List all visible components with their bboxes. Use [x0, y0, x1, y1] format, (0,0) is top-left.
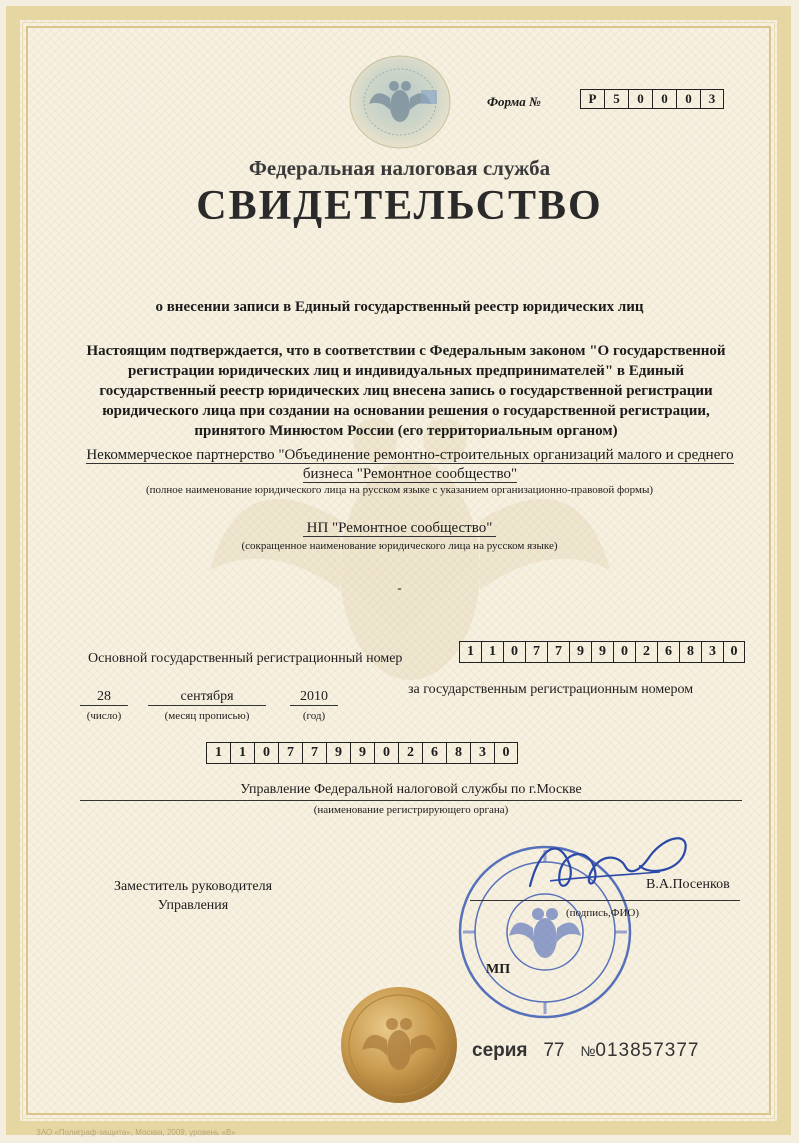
signer-position — [88, 877, 298, 915]
document-title: СВИДЕТЕЛЬСТВО — [196, 183, 603, 229]
signature-caption: (подпись,ФИО) — [566, 907, 639, 919]
reg-digit: 3 — [470, 742, 494, 764]
printer-footer: ЗАО «Полиграф-защита», Москва, 2009, уровень «В» — [36, 1128, 236, 1137]
entity-full-name-value: Некоммерческое партнерство "Объединение ремонтно-строительных организаций малого и среднего бизнеса "Ремонтное сообщество" — [86, 447, 734, 482]
reg-digit: 0 — [254, 742, 278, 764]
reg-digit: 8 — [446, 742, 470, 764]
reg-digit: 7 — [302, 742, 326, 764]
handwritten-signature-icon — [500, 826, 700, 906]
entity-short-name — [0, 520, 799, 537]
foreign-name-dash: - — [397, 580, 402, 595]
registering-authority-caption: (наименование регистрирующего органа) — [313, 804, 509, 816]
reg-digit: 7 — [278, 742, 302, 764]
reg-digit: 9 — [326, 742, 350, 764]
entity-short-name-caption: (сокращенное наименование юридического лица на русском языке) — [241, 540, 558, 552]
ogrn-digit: 7 — [525, 641, 547, 663]
entity-short-name-value: НП "Ремонтное сообщество" — [303, 520, 497, 537]
ogrn-digit: 7 — [547, 641, 569, 663]
signer-name: В.А.Посенков — [646, 877, 730, 892]
reg-digit: 9 — [350, 742, 374, 764]
date-month-caption: (месяц прописью) — [164, 710, 250, 722]
signature-line — [470, 900, 740, 901]
ogrn-digit: 0 — [503, 641, 525, 663]
date-year-caption: (год) — [302, 710, 326, 722]
ogrn-digit: 0 — [723, 641, 745, 663]
form-code-boxes — [580, 89, 724, 109]
hologram-emblem-icon — [345, 52, 455, 152]
reg-number-boxes — [206, 742, 518, 764]
series-label: серия — [472, 1040, 528, 1061]
agency-name: Федеральная налоговая служба — [248, 156, 551, 180]
blank-series — [472, 1040, 699, 1062]
form-code-char: Р — [580, 89, 604, 109]
date-year: 2010 — [290, 689, 338, 706]
date-month: сентября — [148, 689, 266, 706]
reg-digit: 1 — [230, 742, 254, 764]
gold-seal-icon — [338, 984, 460, 1106]
confirmation-text: Настоящим подтверждается, что в соответствии с Федеральным законом "О государственной регистрации юридических лиц и индивидуальных предпринимателей" в Единый государственный реестр юридических лиц внесена запись о государственной регистрации юридического лица при создании на основании решения о государственной регистрации, принятого Минюстом России (его территориальным органом) — [86, 343, 726, 439]
form-code-char: 0 — [628, 89, 652, 109]
reg-digit: 0 — [374, 742, 398, 764]
entity-full-name-caption: (полное наименование юридического лица на русском языке с указанием организационно-правовой формы) — [145, 484, 654, 496]
form-code-char: 3 — [700, 89, 724, 109]
ogrn-digit: 8 — [679, 641, 701, 663]
ogrn-digit: 9 — [569, 641, 591, 663]
form-code-char: 5 — [604, 89, 628, 109]
document-subtitle: о внесении записи в Единый государственный реестр юридических лиц — [155, 299, 644, 315]
seal-place-label: МП — [486, 962, 511, 977]
ogrn-digit-boxes — [459, 641, 745, 663]
form-code-char: 0 — [652, 89, 676, 109]
date-day: 28 — [80, 689, 128, 706]
ogrn-digit: 1 — [481, 641, 503, 663]
form-label: Форма № — [487, 94, 541, 109]
reg-digit: 1 — [206, 742, 230, 764]
reg-digit: 6 — [422, 742, 446, 764]
signer-position-line1: Заместитель руководителя — [113, 879, 273, 894]
reg-digit: 2 — [398, 742, 422, 764]
series-number-prefix: № — [580, 1043, 596, 1059]
ogrn-digit: 1 — [459, 641, 481, 663]
ogrn-digit: 3 — [701, 641, 723, 663]
series-number: 013857377 — [595, 1040, 700, 1061]
ogrn-digit: 0 — [613, 641, 635, 663]
ogrn-digit: 9 — [591, 641, 613, 663]
ogrn-digit: 6 — [657, 641, 679, 663]
registering-authority: Управление Федеральной налоговой службы по г.Москве — [80, 782, 742, 801]
signer-position-line2: Управления — [157, 898, 229, 913]
series-code: 77 — [543, 1040, 565, 1061]
date-day-caption: (число) — [86, 710, 122, 722]
reg-digit: 0 — [494, 742, 518, 764]
ogrn-label: Основной государственный регистрационный номер — [88, 651, 403, 666]
entity-full-name — [80, 446, 740, 484]
reg-number-intro: за государственным регистрационным номером — [408, 682, 694, 697]
ogrn-digit: 2 — [635, 641, 657, 663]
form-code-char: 0 — [676, 89, 700, 109]
